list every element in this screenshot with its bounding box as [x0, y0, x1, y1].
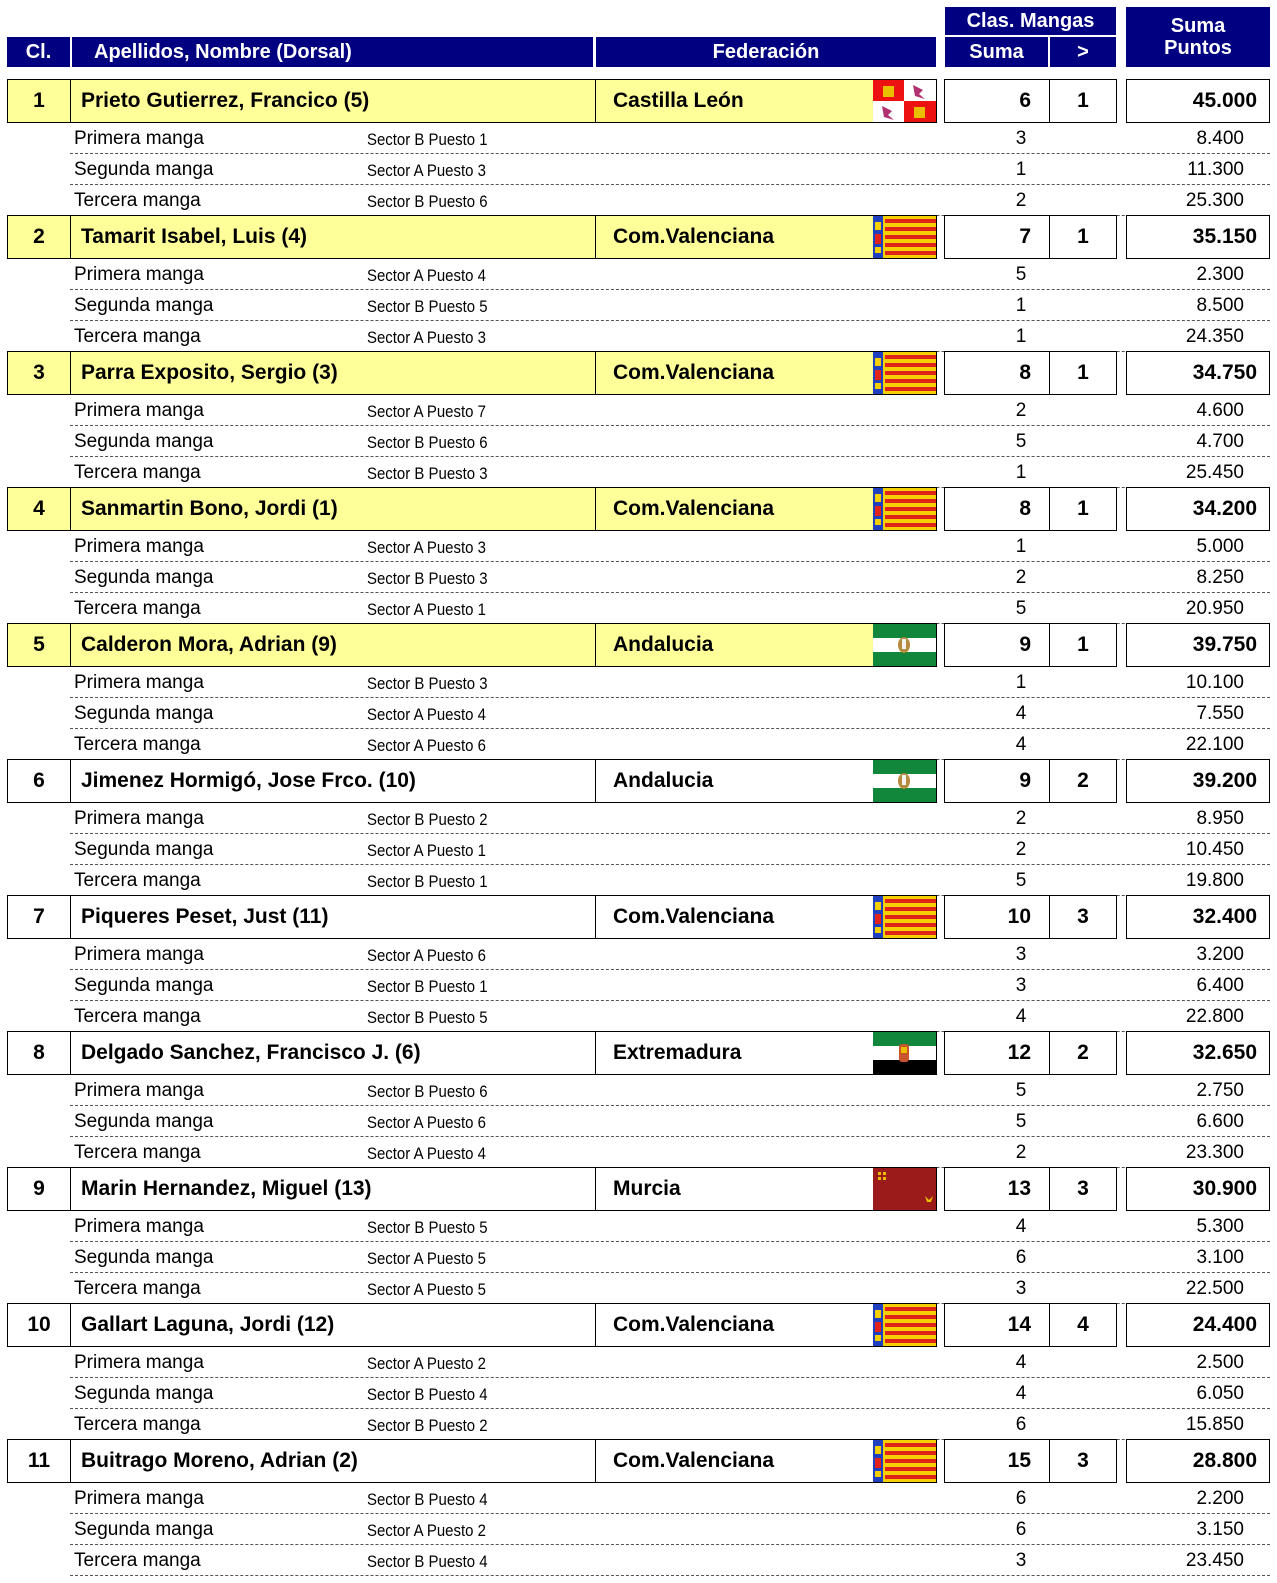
- federation-name: Com.Valenciana: [613, 225, 775, 248]
- heat-placing: 6: [1015, 1488, 1027, 1509]
- heat-placing: 4: [1015, 1383, 1027, 1404]
- heat-points: 5.300: [1196, 1216, 1244, 1237]
- heat-points: 8.250: [1196, 567, 1244, 588]
- valenciana-flag-icon: [873, 1440, 936, 1482]
- heat-position: Sector A Puesto 6: [367, 736, 486, 755]
- heat-placing: 1: [1015, 672, 1027, 693]
- athlete-row: [0, 1439, 1277, 1483]
- header-suma: Suma: [945, 37, 1048, 67]
- heat-name: Segunda manga: [74, 703, 214, 724]
- heat-points: 10.100: [1185, 672, 1244, 693]
- heat-row: [70, 1347, 1270, 1378]
- heat-name: Segunda manga: [74, 159, 214, 180]
- heat-row: [70, 939, 1270, 970]
- heat-position: Sector B Puesto 3: [367, 464, 488, 483]
- athlete-name-cell: Parra Exposito, Sergio (3): [70, 351, 596, 395]
- valenciana-flag-icon: [873, 488, 936, 530]
- heat-position: Sector A Puesto 1: [367, 841, 486, 860]
- suma-puntos-cell: 45.000: [1126, 79, 1270, 123]
- heat-points: 8.950: [1196, 808, 1244, 829]
- heat-points: 6.400: [1196, 975, 1244, 996]
- suma-puntos-cell: 34.200: [1126, 487, 1270, 531]
- athlete-name-cell: Gallart Laguna, Jordi (12): [70, 1303, 596, 1347]
- heat-points: 19.800: [1185, 870, 1244, 891]
- suma-puntos-cell: 35.150: [1126, 215, 1270, 259]
- athlete-name-cell: Calderon Mora, Adrian (9): [70, 623, 596, 667]
- heat-placing: 6: [1015, 1414, 1027, 1435]
- heat-name: Segunda manga: [74, 431, 214, 452]
- valenciana-flag-icon: [873, 352, 936, 394]
- murcia-flag-icon: [873, 1168, 936, 1210]
- heat-placing: 3: [1015, 1550, 1027, 1571]
- suma-puntos-cell: 34.750: [1126, 351, 1270, 395]
- heat-placing: 2: [1015, 400, 1027, 421]
- heat-name: Tercera manga: [74, 870, 201, 891]
- federation-name: Andalucia: [613, 769, 714, 792]
- heat-name: Tercera manga: [74, 326, 201, 347]
- heat-row: [70, 1001, 1270, 1032]
- heat-name: Tercera manga: [74, 190, 201, 211]
- athlete-row: [0, 79, 1277, 123]
- heat-placing: 2: [1015, 808, 1027, 829]
- heat-name: Primera manga: [74, 1488, 204, 1509]
- heat-name: Primera manga: [74, 1080, 204, 1101]
- heat-name: Segunda manga: [74, 975, 214, 996]
- heat-row: [70, 593, 1270, 624]
- castilla-leon-flag-icon: [873, 80, 936, 122]
- mayor-cell: 1: [1049, 487, 1117, 531]
- heat-points: 2.200: [1196, 1488, 1244, 1509]
- heat-name: Segunda manga: [74, 1383, 214, 1404]
- heat-name: Primera manga: [74, 672, 204, 693]
- suma-mangas-cell: 9: [944, 623, 1050, 667]
- heat-name: Primera manga: [74, 1216, 204, 1237]
- heat-placing: 5: [1015, 870, 1027, 891]
- heat-placing: 2: [1015, 839, 1027, 860]
- heat-position: Sector A Puesto 2: [367, 1354, 486, 1373]
- heat-name: Segunda manga: [74, 1519, 214, 1540]
- mayor-cell: 2: [1049, 759, 1117, 803]
- suma-mangas-cell: 8: [944, 487, 1050, 531]
- heat-placing: 3: [1015, 128, 1027, 149]
- heat-name: Segunda manga: [74, 567, 214, 588]
- heat-row: [70, 123, 1270, 154]
- heat-name: Tercera manga: [74, 1414, 201, 1435]
- athlete-row: [0, 1031, 1277, 1075]
- rank-cell: 7: [7, 895, 71, 939]
- heat-position: Sector B Puesto 1: [367, 872, 488, 891]
- heat-position: Sector B Puesto 2: [367, 810, 488, 829]
- mayor-cell: 1: [1049, 215, 1117, 259]
- heat-row: [70, 729, 1270, 760]
- heat-position: Sector A Puesto 7: [367, 402, 486, 421]
- suma-puntos-cell: 32.400: [1126, 895, 1270, 939]
- heat-placing: 2: [1015, 190, 1027, 211]
- heat-position: Sector A Puesto 4: [367, 266, 486, 285]
- heat-points: 7.550: [1196, 703, 1244, 724]
- mayor-cell: 2: [1049, 1031, 1117, 1075]
- rank-cell: 6: [7, 759, 71, 803]
- heat-row: [70, 457, 1270, 488]
- heat-position: Sector B Puesto 5: [367, 1008, 488, 1027]
- heat-row: [70, 562, 1270, 593]
- heat-points: 22.100: [1185, 734, 1244, 755]
- suma-mangas-cell: 12: [944, 1031, 1050, 1075]
- rank-cell: 2: [7, 215, 71, 259]
- header-suma-puntos: [1126, 7, 1270, 67]
- heat-points: 6.600: [1196, 1111, 1244, 1132]
- federation-name: Extremadura: [613, 1041, 742, 1064]
- heat-row: [70, 1075, 1270, 1106]
- heat-name: Tercera manga: [74, 1550, 201, 1571]
- heat-name: Primera manga: [74, 128, 204, 149]
- heat-name: Segunda manga: [74, 1247, 214, 1268]
- heat-name: Tercera manga: [74, 1278, 201, 1299]
- heat-position: Sector A Puesto 3: [367, 328, 486, 347]
- rank-cell: 1: [7, 79, 71, 123]
- header-federacion: Federación: [596, 37, 936, 67]
- heat-placing: 4: [1015, 1216, 1027, 1237]
- heat-row: [70, 1242, 1270, 1273]
- heat-placing: 3: [1015, 1278, 1027, 1299]
- federation-name: Andalucia: [613, 633, 714, 656]
- heat-placing: 2: [1015, 1142, 1027, 1163]
- header-mayor: >: [1050, 37, 1116, 67]
- heat-points: 22.800: [1185, 1006, 1244, 1027]
- suma-mangas-cell: 13: [944, 1167, 1050, 1211]
- header-suma-puntos-line2: Puntos: [1164, 37, 1232, 59]
- suma-puntos-cell: 24.400: [1126, 1303, 1270, 1347]
- heat-position: Sector B Puesto 1: [367, 130, 488, 149]
- heat-name: Segunda manga: [74, 295, 214, 316]
- heat-points: 23.300: [1185, 1142, 1244, 1163]
- heat-placing: 1: [1015, 159, 1027, 180]
- heat-placing: 4: [1015, 734, 1027, 755]
- athlete-row: [0, 1303, 1277, 1347]
- heat-row: [70, 698, 1270, 729]
- heat-points: 8.500: [1196, 295, 1244, 316]
- heat-position: Sector B Puesto 6: [367, 1082, 488, 1101]
- heat-name: Primera manga: [74, 400, 204, 421]
- heat-row: [70, 1409, 1270, 1440]
- federation-name: Com.Valenciana: [613, 1449, 775, 1472]
- heat-row: [70, 185, 1270, 216]
- heat-points: 25.300: [1185, 190, 1244, 211]
- federation-name: Murcia: [613, 1177, 681, 1200]
- heat-placing: 5: [1015, 264, 1027, 285]
- heat-points: 6.050: [1196, 1383, 1244, 1404]
- heat-position: Sector A Puesto 4: [367, 1144, 486, 1163]
- header-clas-mangas: Clas. Mangas: [945, 7, 1116, 35]
- heat-placing: 4: [1015, 703, 1027, 724]
- heat-position: Sector B Puesto 4: [367, 1552, 488, 1571]
- heat-row: [70, 1545, 1270, 1576]
- heat-name: Primera manga: [74, 944, 204, 965]
- heat-row: [70, 259, 1270, 290]
- heat-points: 20.950: [1185, 598, 1244, 619]
- heat-points: 3.200: [1196, 944, 1244, 965]
- athlete-row: [0, 351, 1277, 395]
- heat-row: [70, 154, 1270, 185]
- heat-name: Tercera manga: [74, 598, 201, 619]
- suma-puntos-cell: 32.650: [1126, 1031, 1270, 1075]
- heat-row: [70, 865, 1270, 896]
- heat-placing: 1: [1015, 536, 1027, 557]
- heat-points: 4.700: [1196, 431, 1244, 452]
- heat-row: [70, 1483, 1270, 1514]
- heat-name: Segunda manga: [74, 839, 214, 860]
- heat-name: Primera manga: [74, 536, 204, 557]
- athlete-name-cell: Tamarit Isabel, Luis (4): [70, 215, 596, 259]
- heat-position: Sector A Puesto 3: [367, 161, 486, 180]
- heat-points: 11.300: [1187, 159, 1244, 180]
- heat-placing: 4: [1015, 1352, 1027, 1373]
- athlete-name-cell: Piqueres Peset, Just (11): [70, 895, 596, 939]
- heat-row: [70, 1106, 1270, 1137]
- heat-points: 8.400: [1196, 128, 1244, 149]
- valenciana-flag-icon: [873, 1304, 936, 1346]
- heat-placing: 2: [1015, 567, 1027, 588]
- federation-name: Castilla León: [613, 89, 744, 112]
- heat-row: [70, 426, 1270, 457]
- heat-position: Sector A Puesto 6: [367, 946, 486, 965]
- heat-placing: 3: [1015, 944, 1027, 965]
- heat-position: Sector B Puesto 5: [367, 297, 488, 316]
- heat-points: 25.450: [1185, 462, 1244, 483]
- mayor-cell: 3: [1049, 1439, 1117, 1483]
- heat-points: 2.300: [1196, 264, 1244, 285]
- heat-placing: 5: [1015, 431, 1027, 452]
- heat-position: Sector A Puesto 3: [367, 538, 486, 557]
- suma-mangas-cell: 7: [944, 215, 1050, 259]
- heat-row: [70, 1137, 1270, 1168]
- athlete-name-cell: Marin Hernandez, Miguel (13): [70, 1167, 596, 1211]
- heat-position: Sector B Puesto 5: [367, 1218, 488, 1237]
- heat-points: 4.600: [1196, 400, 1244, 421]
- heat-row: [70, 970, 1270, 1001]
- heat-name: Tercera manga: [74, 462, 201, 483]
- heat-points: 3.100: [1196, 1247, 1244, 1268]
- athlete-row: [0, 759, 1277, 803]
- heat-name: Primera manga: [74, 264, 204, 285]
- heat-points: 10.450: [1185, 839, 1244, 860]
- heat-row: [70, 1211, 1270, 1242]
- andalucia-flag-icon: [873, 760, 936, 802]
- heat-placing: 5: [1015, 598, 1027, 619]
- federation-name: Com.Valenciana: [613, 905, 775, 928]
- heat-position: Sector A Puesto 4: [367, 705, 486, 724]
- rank-cell: 9: [7, 1167, 71, 1211]
- heat-placing: 6: [1015, 1519, 1027, 1540]
- heat-position: Sector A Puesto 5: [367, 1280, 486, 1299]
- heat-points: 22.500: [1185, 1278, 1244, 1299]
- mayor-cell: 4: [1049, 1303, 1117, 1347]
- heat-placing: 3: [1015, 975, 1027, 996]
- heat-row: [70, 395, 1270, 426]
- athlete-name-cell: Prieto Gutierrez, Francico (5): [70, 79, 596, 123]
- heat-row: [70, 667, 1270, 698]
- mayor-cell: 1: [1049, 79, 1117, 123]
- mayor-cell: 1: [1049, 351, 1117, 395]
- heat-position: Sector A Puesto 2: [367, 1521, 486, 1540]
- athlete-row: [0, 215, 1277, 259]
- heat-row: [70, 1378, 1270, 1409]
- valenciana-flag-icon: [873, 896, 936, 938]
- rank-cell: 4: [7, 487, 71, 531]
- heat-position: Sector B Puesto 1: [367, 977, 488, 996]
- heat-row: [70, 321, 1270, 352]
- suma-puntos-cell: 28.800: [1126, 1439, 1270, 1483]
- rank-cell: 8: [7, 1031, 71, 1075]
- suma-puntos-cell: 39.200: [1126, 759, 1270, 803]
- heat-points: 24.350: [1185, 326, 1244, 347]
- heat-position: Sector B Puesto 4: [367, 1385, 488, 1404]
- valenciana-flag-icon: [873, 216, 936, 258]
- heat-name: Primera manga: [74, 808, 204, 829]
- athlete-row: [0, 1167, 1277, 1211]
- mayor-cell: 3: [1049, 1167, 1117, 1211]
- heat-points: 2.750: [1196, 1080, 1244, 1101]
- heat-row: [70, 1514, 1270, 1545]
- suma-puntos-cell: 30.900: [1126, 1167, 1270, 1211]
- athlete-row: [0, 487, 1277, 531]
- heat-position: Sector A Puesto 6: [367, 1113, 486, 1132]
- extremadura-flag-icon: [873, 1032, 936, 1074]
- heat-points: 2.500: [1196, 1352, 1244, 1373]
- heat-row: [70, 531, 1270, 562]
- heat-row: [70, 803, 1270, 834]
- federation-name: Com.Valenciana: [613, 1313, 775, 1336]
- federation-name: Com.Valenciana: [613, 361, 775, 384]
- heat-row: [70, 834, 1270, 865]
- heat-row: [70, 1273, 1270, 1304]
- heat-placing: 6: [1015, 1247, 1027, 1268]
- heat-position: Sector B Puesto 2: [367, 1416, 488, 1435]
- suma-puntos-cell: 39.750: [1126, 623, 1270, 667]
- heat-row: [70, 290, 1270, 321]
- heat-name: Tercera manga: [74, 1142, 201, 1163]
- andalucia-flag-icon: [873, 624, 936, 666]
- athlete-name-cell: Sanmartin Bono, Jordi (1): [70, 487, 596, 531]
- header-cl: Cl.: [7, 37, 70, 67]
- heat-name: Tercera manga: [74, 1006, 201, 1027]
- federation-name: Com.Valenciana: [613, 497, 775, 520]
- rank-cell: 5: [7, 623, 71, 667]
- heat-name: Segunda manga: [74, 1111, 214, 1132]
- suma-mangas-cell: 15: [944, 1439, 1050, 1483]
- rank-cell: 11: [7, 1439, 71, 1483]
- athlete-row: [0, 895, 1277, 939]
- heat-points: 15.850: [1185, 1414, 1244, 1435]
- heat-position: Sector A Puesto 1: [367, 600, 486, 619]
- header-name: Apellidos, Nombre (Dorsal): [72, 37, 593, 67]
- mayor-cell: 3: [1049, 895, 1117, 939]
- heat-position: Sector B Puesto 4: [367, 1490, 488, 1509]
- heat-points: 5.000: [1196, 536, 1244, 557]
- heat-name: Tercera manga: [74, 734, 201, 755]
- athlete-name-cell: Jimenez Hormigó, Jose Frco. (10): [70, 759, 596, 803]
- athlete-name-cell: Buitrago Moreno, Adrian (2): [70, 1439, 596, 1483]
- heat-placing: 1: [1015, 462, 1027, 483]
- rank-cell: 3: [7, 351, 71, 395]
- heat-placing: 5: [1015, 1111, 1027, 1132]
- heat-placing: 1: [1015, 326, 1027, 347]
- heat-points: 23.450: [1185, 1550, 1244, 1571]
- suma-mangas-cell: 10: [944, 895, 1050, 939]
- heat-placing: 1: [1015, 295, 1027, 316]
- heat-placing: 5: [1015, 1080, 1027, 1101]
- athlete-row: [0, 623, 1277, 667]
- header-suma-puntos-line1: Suma: [1170, 15, 1226, 37]
- suma-mangas-cell: 14: [944, 1303, 1050, 1347]
- suma-mangas-cell: 8: [944, 351, 1050, 395]
- heat-position: Sector B Puesto 3: [367, 569, 488, 588]
- heat-position: Sector B Puesto 6: [367, 433, 488, 452]
- suma-mangas-cell: 9: [944, 759, 1050, 803]
- athlete-name-cell: Delgado Sanchez, Francisco J. (6): [70, 1031, 596, 1075]
- rank-cell: 10: [7, 1303, 71, 1347]
- mayor-cell: 1: [1049, 623, 1117, 667]
- heat-position: Sector B Puesto 3: [367, 674, 488, 693]
- suma-mangas-cell: 6: [944, 79, 1050, 123]
- heat-points: 3.150: [1196, 1519, 1244, 1540]
- heat-position: Sector B Puesto 6: [367, 192, 488, 211]
- heat-position: Sector A Puesto 5: [367, 1249, 486, 1268]
- heat-name: Primera manga: [74, 1352, 204, 1373]
- heat-placing: 4: [1015, 1006, 1027, 1027]
